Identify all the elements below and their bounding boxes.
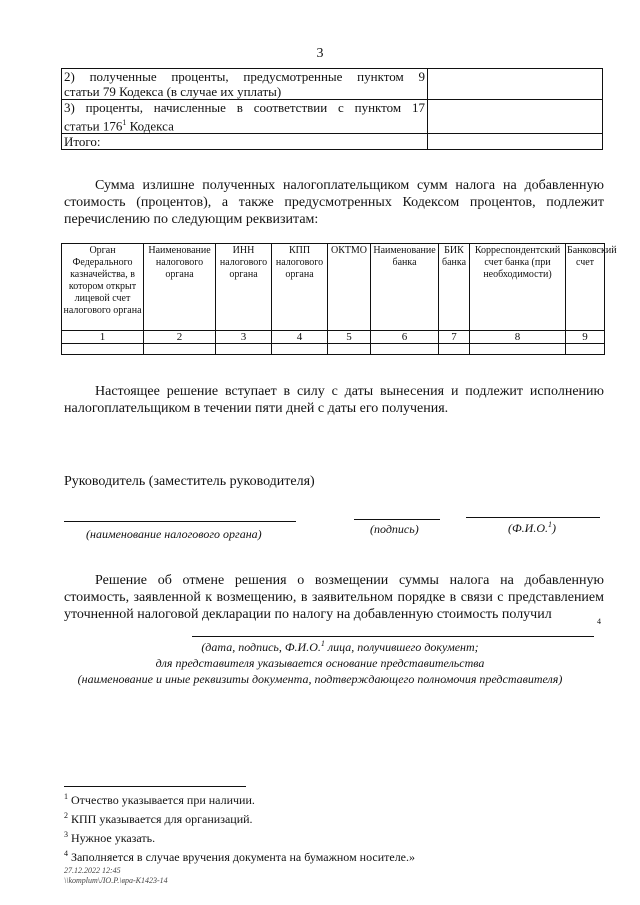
col-header: ИНН налогового органа [216,244,272,331]
received-caption-3: (наименование и иные реквизиты документа, подтверждающего полномочия представителя) [77,672,563,686]
signature-line [354,519,440,520]
footnote: $^4$ Заполняется в случае вручения документа на бумажном носителе.» [64,849,416,864]
col-header: Наименование банка [371,244,439,331]
fio-caption: (Ф.И.О.$^1$) [508,520,556,535]
footnote: $^2$ КПП указывается для организаций. [64,811,253,826]
col-header: Банковский счет [566,244,605,331]
org-signature-line [64,521,296,522]
table-row [62,344,605,355]
footnotes [64,789,415,865]
requisites-table [61,243,617,355]
footnote-separator [64,786,246,787]
page-number: 3 [316,46,324,61]
row-label: 2) полученные проценты, предусмотренные пунктом 9 статьи 79 Кодекса (в случае их уплаты) [62,69,428,100]
table-header-row [62,244,605,331]
paragraph-effect: Настоящее решение вступает в силу с даты вынесения и подлежит исполнению налогоплательщиком в течении пяти дней с даты его получения. [64,384,604,416]
table-row [62,134,603,150]
footnote: $^3$ Нужное указать. [64,830,156,845]
interest-table [61,68,603,150]
sign-caption: (подпись) [370,522,419,536]
fio-line [466,517,600,518]
column-number-row: 1 2 3 4 5 6 7 8 9 [62,331,605,344]
print-stamp: 27.12.2022 12:45 \\komplum\ЛО.Р.\вра-К1423-14 [64,866,168,885]
received-caption-2: для представителя указывается основание представительства [155,656,485,670]
row-value [428,134,603,150]
org-caption: (наименование налогового органа) [86,527,262,541]
col-header: ОКТМО [328,244,371,331]
col-header: Орган Федерального казначейства, в котором открыт лицевой счет налогового органа [62,244,144,331]
paragraph-cancel: Решение об отмене решения о возмещении суммы налога на добавленную стоимость, заявленной к возмещению, в заявительном порядке в связи с представлением уточненной налоговой декларации по налогу на добавленную стоимость получил [64,573,604,622]
table-row [62,69,603,100]
col-header: КПП налогового органа [272,244,328,331]
footnote-ref: 4 [597,617,601,626]
footnote: $^1$ Отчество указывается при наличии. [64,792,255,807]
row-label: Итого: [62,134,428,150]
table-row [62,100,603,134]
paragraph-sum: Сумма излишне полученных налогоплательщиком сумм налога на добавленную стоимость (процентов), а также предусмотренных Кодексом процентов, подлежит перечислению по следующим реквизитам: [64,178,604,227]
head-label: Руководитель (заместитель руководителя) [64,474,315,489]
col-header: Корреспондентский счет банка (при необходимости) [470,244,566,331]
row-value [428,69,603,100]
col-header: Наименование налогового органа [144,244,216,331]
received-line [192,636,594,637]
row-value [428,100,603,134]
row-label: 3) проценты, начисленные в соответствии с пунктом 17 статьи $176^1$ Кодекса [62,100,428,134]
col-header: БИК банка [439,244,470,331]
received-caption-1: (дата, подпись, Ф.И.О.$^1$ лица, получившего документ; [201,639,479,654]
